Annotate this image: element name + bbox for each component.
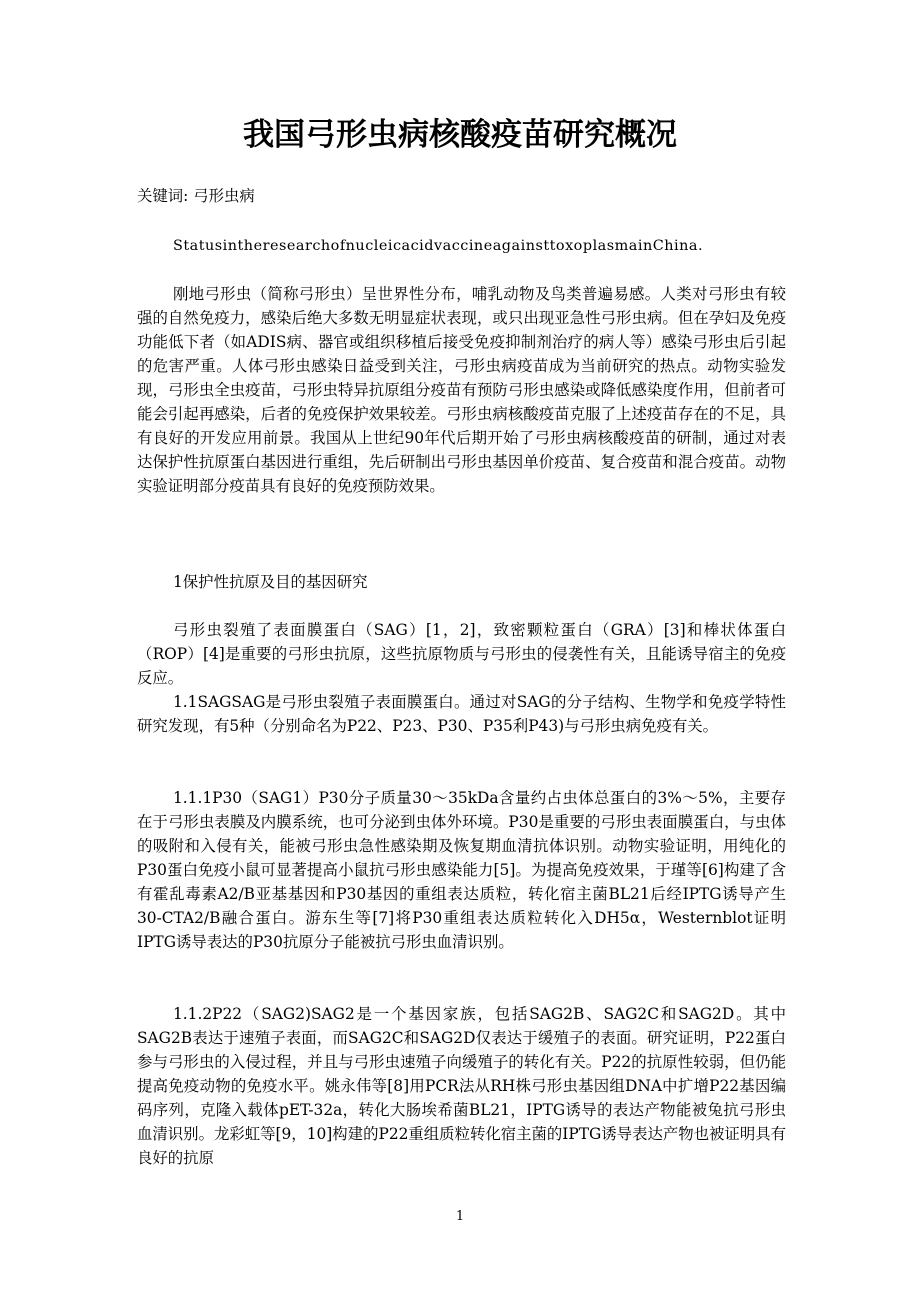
keywords-line: 关键词: 弓形虫病 [137,187,255,205]
section-1-1-paragraph: 1.1SAGSAG是弓形虫裂殖子表面膜蛋白。通过对SAG的分子结构、生物学和免疫学特性研究发现，有5种（分别命名为P22、P23、P30、P35利P43)与弓形虫病免疫有关。 [137,693,786,735]
section-1-1-2-paragraph: 1.1.2P22（SAG2)SAG2是一个基因家族，包括SAG2B、SAG2C和SAG2D。其中SAG2B表达于速殖子表面，而SAG2C和SAG2D仅表达于缓殖子的表面。研究证明，P22蛋白参与弓形虫的入侵过程，并且与弓形虫速殖子向缓殖子的转化有关。P22的抗原性较弱，但仍能提高免疫动物的免疫水平。姚永伟等[8]用PCR法从RH株弓形虫基因组DNA中扩增P22基因编码序列，克隆入载体pET-32a，转化大肠埃希菌BL21，IPTG诱导的表达产物能被兔抗弓形虫血清识别。龙彩虹等[9，10]构建的P22重组质粒转化宿主菌的IPTG诱导表达产物也被证明具有良好的抗原 [137,1005,786,1167]
section-1-heading: 1保护性抗原及目的基因研究 [173,573,368,591]
section-1-paragraph: 弓形虫裂殖了表面膜蛋白（SAG）[1，2]，致密颗粒蛋白（GRA）[3]和棒状体蛋白（ROP）[4]是重要的弓形虫抗原，这些抗原物质与弓形虫的侵袭性有关，且能诱导宿主的免疫反应。 [137,621,786,687]
page-number: 1 [455,1209,465,1224]
english-title: StatusintheresearchofnucleicacidvaccineagainsttoxoplasmainChina. [173,238,704,254]
intro-paragraph: 刚地弓形虫（简称弓形虫）呈世界性分布，哺乳动物及鸟类普遍易感。人类对弓形虫有较强的自然免疫力，感染后绝大多数无明显症状表现，或只出现亚急性弓形虫病。但在孕妇及免疫功能低下者（如ADIS病、器官或组织移植后接受免疫抑制剂治疗的病人等）感染弓形虫后引起的危害严重。人体弓形虫感染日益受到关注，弓形虫病疫苗成为当前研究的热点。动物实验发现，弓形虫全虫疫苗，弓形虫特异抗原组分疫苗有预防弓形虫感染或降低感染度作用，但前者可能会引起再感染，后者的免疫保护效果较差。弓形虫病核酸疫苗克服了上述疫苗存在的不足，具有良好的开发应用前景。我国从上世纪90年代后期开始了弓形虫病核酸疫苗的研制，通过对表达保护性抗原蛋白基因进行重组，先后研制出弓形虫基因单价疫苗、复合疫苗和混合疫苗。动物实验证明部分疫苗具有良好的免疫预防效果。 [137,285,786,495]
section-1-1-1-paragraph: 1.1.1P30（SAG1）P30分子质量30～35kDa含量约占虫体总蛋白的3%～5%，主要存在于弓形虫表膜及内膜系统，也可分泌到虫体外环境。P30是重要的弓形虫表面膜蛋白，与虫体的吸附和入侵有关，能被弓形虫急性感染期及恢复期血清抗体识别。动物实验证明，用纯化的P30蛋白免疫小鼠可显著提高小鼠抗弓形虫感染能力[5]。为提高免疫效果，于瑾等[6]构建了含有霍乱毒素A2/B亚基基因和P30基因的重组表达质粒，转化宿主菌BL21后经IPTG诱导产生30-CTA2/B融合蛋白。游东生等[7]将P30重组表达质粒转化入DH5α，Westernblot证明IPTG诱导表达的P30抗原分子能被抗弓形虫血清识别。 [137,789,786,951]
document-title: 我国弓形虫病核酸疫苗研究概况 [243,117,677,153]
